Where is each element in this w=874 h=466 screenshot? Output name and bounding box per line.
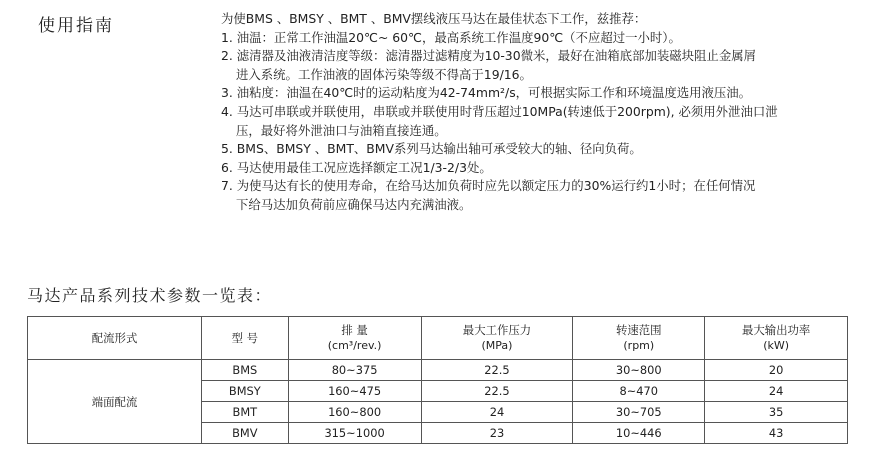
cell-model: BMSY: [202, 381, 288, 402]
header-label: 配流形式: [91, 331, 138, 345]
guide-title: 使用指南: [38, 16, 114, 36]
cell-displacement: 160~475: [288, 381, 421, 402]
cell-speed: 8~470: [573, 381, 705, 402]
cell-power: 35: [705, 402, 848, 423]
guide-item-line: 1. 油温：正常工作油温20℃~ 60℃，最高系统工作温度90℃（不应超过一小时）。: [221, 29, 681, 45]
guide-body: [221, 10, 861, 215]
table-title: 马达产品系列技术参数一览表：: [27, 286, 273, 305]
header-speed: [573, 317, 705, 360]
flow-type-cell: 端面配流: [28, 360, 202, 444]
guide-item-line: 压，最好将外泄油口与油箱直接连通。: [236, 122, 447, 138]
guide-item: [221, 29, 861, 48]
guide-item-line: 4. 马达可串联或并联使用，串联或并联使用时背压超过10MPa(转速低于200rpm), 必须用外泄油口泄: [221, 103, 778, 119]
cell-pressure: 24: [421, 402, 573, 423]
guide-item-line: 7. 为使马达有长的使用寿命，在给马达加负荷时应先以额定压力的30%运行约1小时；在任何情况: [221, 178, 756, 194]
cell-speed: 30~800: [573, 360, 705, 381]
header-unit: (kW): [763, 339, 790, 352]
cell-speed: 10~446: [573, 423, 705, 444]
header-label: 型 号: [231, 331, 259, 345]
header-unit: (cm³/rev.): [327, 339, 382, 352]
guide-intro: 为使BMS 、BMSY 、BMT 、BMV摆线液压马达在最佳状态下工作，兹推荐：: [221, 11, 647, 26]
guide-item-list: [221, 29, 861, 215]
cell-pressure: 23: [421, 423, 573, 444]
header-label: 排 量: [341, 323, 368, 337]
cell-speed: 30~705: [573, 402, 705, 423]
header-displacement: [288, 317, 421, 360]
header-model: [202, 317, 288, 360]
guide-item-line: 进入系统。工作油液的固体污染等级不得高于19/16。: [236, 66, 532, 82]
spec-table: [27, 316, 848, 444]
table-header-row: [28, 317, 848, 360]
guide-item: [221, 84, 861, 103]
cell-power: 20: [705, 360, 848, 381]
guide-item-line: 2. 滤清器及油液清洁度等级：滤清器过滤精度为10-30微米，最好在油箱底部加装磁块阻止金属屑: [221, 48, 756, 64]
header-label: 转速范围: [616, 323, 662, 337]
header-flow-type: [28, 317, 202, 360]
cell-displacement: 80~375: [288, 360, 421, 381]
guide-item: [221, 177, 861, 214]
cell-displacement: 160~800: [288, 402, 421, 423]
cell-model: BMT: [202, 402, 288, 423]
guide-item: [221, 103, 861, 140]
cell-displacement: 315~1000: [288, 423, 421, 444]
header-unit: (rpm): [623, 339, 655, 352]
cell-model: BMV: [202, 423, 288, 444]
guide-item-line: 下给马达加负荷前应确保马达内充满油液。: [236, 196, 472, 212]
guide-item-line: 6. 马达使用最佳工况应选择额定工况1/3-2/3处。: [221, 159, 492, 175]
cell-power: 24: [705, 381, 848, 402]
guide-item: [221, 47, 861, 84]
guide-item-line: 5. BMS、BMSY 、BMT、BMV系列马达输出轴可承受较大的轴、径向负荷。: [221, 141, 642, 157]
header-label: 最大输出功率: [741, 323, 811, 337]
cell-model: BMS: [202, 360, 288, 381]
header-unit: (MPa): [481, 339, 513, 352]
table-body: [28, 360, 848, 444]
table-row: [28, 360, 848, 381]
guide-item: [221, 140, 861, 159]
cell-power: 43: [705, 423, 848, 444]
guide-item: [221, 159, 861, 178]
cell-pressure: 22.5: [421, 381, 573, 402]
header-power: [705, 317, 848, 360]
header-pressure: [421, 317, 573, 360]
cell-pressure: 22.5: [421, 360, 573, 381]
guide-item-line: 3. 油粘度：油温在40℃时的运动粘度为42-74mm²/s，可根据实际工作和环境温度选用液压油。: [221, 85, 752, 101]
header-label: 最大工作压力: [462, 323, 532, 337]
